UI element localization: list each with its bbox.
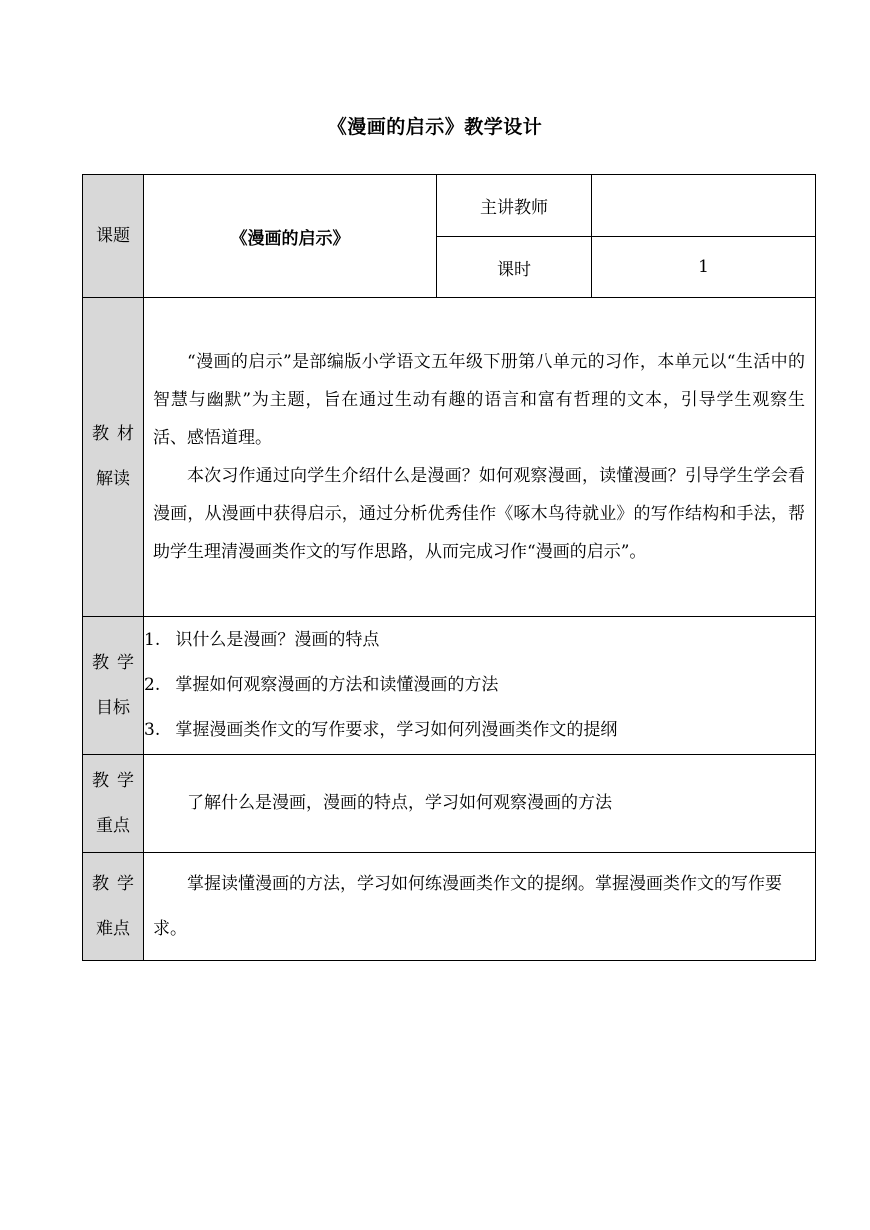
goals-label-cell xyxy=(83,617,144,755)
goal-text: 识什么是漫画？漫画的特点 xyxy=(175,630,380,650)
topic-label-cell xyxy=(83,175,144,298)
goal-item xyxy=(144,708,815,753)
material-label-cell xyxy=(83,298,144,617)
material-label-line2: 解读 xyxy=(96,469,130,489)
difficulty-content-cell xyxy=(144,853,816,961)
goal-item xyxy=(144,663,815,708)
document-title: 《漫画的启示》教学设计 xyxy=(327,116,543,138)
goals-label-line1: 教学 xyxy=(92,652,142,673)
teacher-label: 主讲教师 xyxy=(480,198,548,218)
difficulty-row xyxy=(83,853,816,961)
key-label-line2: 重点 xyxy=(96,815,130,836)
material-content-cell xyxy=(144,298,816,617)
goals-content-cell xyxy=(144,617,816,755)
key-label-line1: 教学 xyxy=(92,770,142,791)
goal-number: 2. xyxy=(144,675,161,695)
material-label-line1: 教材 xyxy=(92,424,142,444)
material-row xyxy=(83,298,816,617)
topic-title-cell xyxy=(144,175,437,298)
material-paragraph: “漫画的启示”是部编版小学语文五年级下册第八单元的习作，本单元以“生活中的智慧与幽默”为主题，旨在通过生动有趣的语言和富有哲理的文本，引导学生观察生活、感悟道理。 xyxy=(153,352,805,448)
key-content-cell xyxy=(144,755,816,853)
key-row xyxy=(83,755,816,853)
goal-text: 掌握如何观察漫画的方法和读懂漫画的方法 xyxy=(175,675,499,695)
goals-row xyxy=(83,617,816,755)
goals-label-line2: 目标 xyxy=(96,697,130,718)
lesson-plan-table xyxy=(82,174,816,961)
hours-label-cell xyxy=(437,237,592,298)
teacher-label-cell xyxy=(437,175,592,237)
teacher-value-cell xyxy=(592,175,816,237)
hours-value-cell xyxy=(592,237,816,298)
material-paragraph: 本次习作通过向学生介绍什么是漫画？如何观察漫画，读懂漫画？引导学生学会看漫画，从漫画中获得启示，通过分析优秀佳作《啄木鸟待就业》的写作结构和手法，帮助学生理清漫画类作文的写作思路，从而完成习作“漫画的启示”。 xyxy=(153,466,805,562)
difficulty-label-line1: 教学 xyxy=(92,873,142,894)
hours-label: 课时 xyxy=(497,259,531,280)
goal-number: 3. xyxy=(144,720,161,740)
key-label-cell xyxy=(83,755,144,853)
topic-row-upper xyxy=(83,175,816,237)
topic-label: 课题 xyxy=(96,225,130,246)
goal-item xyxy=(144,618,815,663)
course-title: 《漫画的启示》 xyxy=(230,228,350,249)
difficulty-label-line2: 难点 xyxy=(96,918,130,939)
goal-text: 掌握漫画类作文的写作要求，学习如何列漫画类作文的提纲 xyxy=(175,720,618,740)
goal-number: 1. xyxy=(144,630,161,650)
hours-value: 1 xyxy=(698,257,709,277)
difficulty-text: 掌握读懂漫画的方法，学习如何练漫画类作文的提纲。掌握漫画类作文的写作要求。 xyxy=(153,873,782,939)
key-text: 了解什么是漫画，漫画的特点，学习如何观察漫画的方法 xyxy=(187,793,612,813)
difficulty-label-cell xyxy=(83,853,144,961)
